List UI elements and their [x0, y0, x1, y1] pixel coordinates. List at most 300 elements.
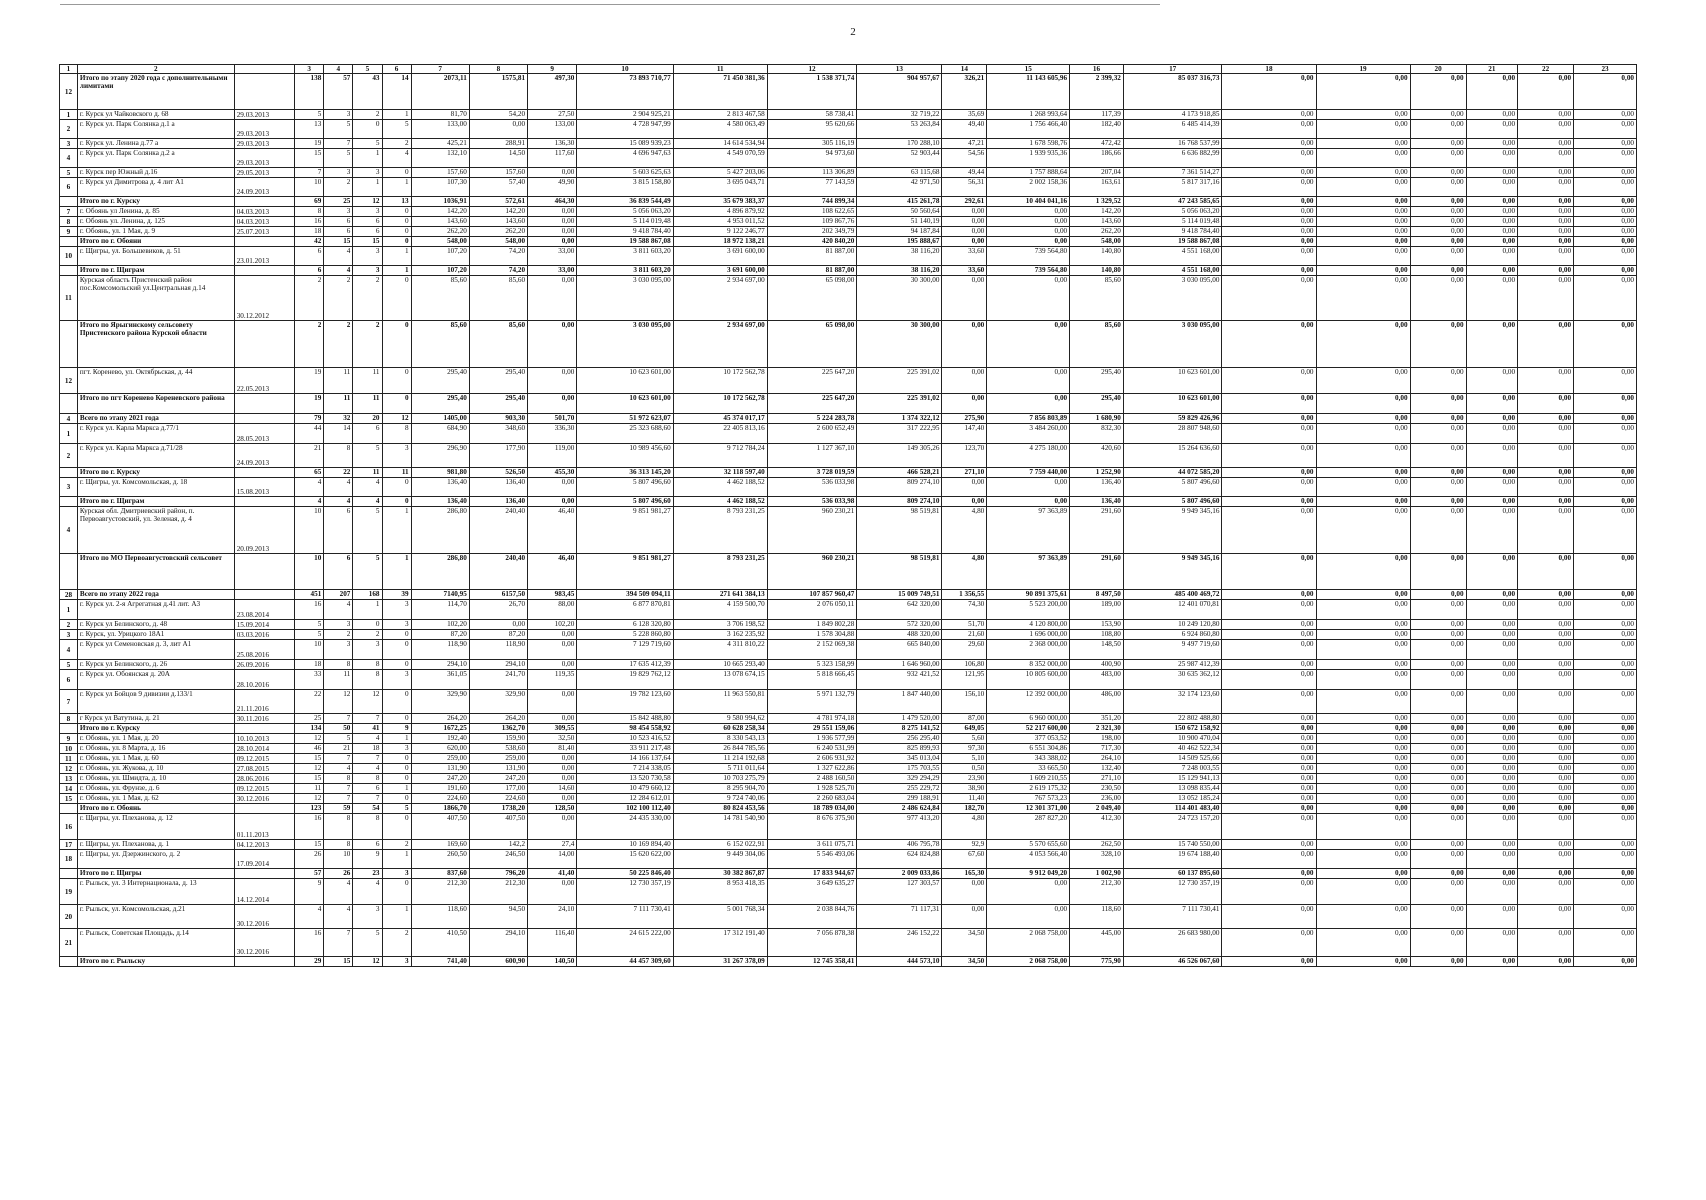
value-cell: 136,40	[469, 478, 527, 497]
address-cell: Курская область Пристенский район пос.Комсомольский ул.Центральная д.14	[77, 276, 234, 321]
date-cell: 25.08.2016	[234, 640, 294, 660]
value-cell: 47 243 585,65	[1123, 197, 1222, 207]
row-number-cell: 2	[60, 620, 78, 630]
value-cell: 329,90	[469, 690, 527, 714]
value-cell: 0,00	[1410, 207, 1466, 217]
date-cell: 03.03.2016	[234, 630, 294, 640]
table-row	[60, 178, 1637, 197]
row-number-cell	[60, 266, 78, 276]
value-cell: 455,30	[528, 468, 577, 478]
value-cell: 256 295,40	[857, 734, 942, 744]
row-number-cell: 11	[60, 276, 78, 321]
column-number-2	[234, 65, 294, 74]
value-cell: 0,00	[1316, 478, 1410, 497]
value-cell: 486,00	[1070, 690, 1124, 714]
value-cell: 14	[324, 424, 353, 444]
value-cell: 5 114 019,48	[1123, 217, 1222, 227]
value-cell: 4 053 566,40	[987, 850, 1070, 869]
value-cell: 4	[353, 734, 382, 744]
value-cell: 138	[295, 74, 324, 110]
value-cell: 0,00	[1222, 784, 1316, 794]
value-cell: 191,60	[411, 784, 469, 794]
value-cell: 107,30	[411, 178, 469, 197]
value-cell: 5,10	[942, 754, 987, 764]
value-cell: 0,00	[1316, 784, 1410, 794]
value-cell: 6	[324, 554, 353, 590]
value-cell: 4 311 810,22	[673, 640, 767, 660]
total-row	[60, 321, 1637, 368]
address-cell: г. Обоянь, ул. Фрунзе, д. 6	[77, 784, 234, 794]
value-cell: 57	[295, 869, 324, 879]
value-cell: 20	[353, 414, 382, 424]
value-cell: 5	[353, 554, 382, 590]
value-cell: 0,00	[1518, 869, 1574, 879]
value-cell: 168	[353, 590, 382, 600]
value-cell: 326,21	[942, 74, 987, 110]
address-cell: г. Курск ул. Карла Маркса д.77/1	[77, 424, 234, 444]
value-cell: 0,00	[942, 478, 987, 497]
date-cell: 20.09.2013	[234, 507, 294, 554]
value-cell: 1 479 520,00	[857, 714, 942, 724]
value-cell: 143,60	[469, 217, 527, 227]
value-cell: 0,00	[528, 217, 577, 227]
value-cell: 3 728 019,59	[767, 468, 857, 478]
total-row	[60, 497, 1637, 507]
row-number-cell: 12	[60, 764, 78, 774]
value-cell: 0,00	[1466, 774, 1518, 784]
value-cell: 2	[353, 276, 382, 321]
value-cell: 10	[295, 554, 324, 590]
value-cell: 12	[324, 690, 353, 714]
row-number-cell: 6	[60, 670, 78, 690]
value-cell: 6	[353, 840, 382, 850]
value-cell: 9 418 784,40	[1123, 227, 1222, 237]
value-cell: 983,45	[528, 590, 577, 600]
value-cell: 153,90	[1070, 620, 1124, 630]
value-cell: 7 111 730,41	[577, 905, 673, 929]
value-cell: 0,00	[469, 120, 527, 139]
value-cell: 15	[324, 237, 353, 247]
value-cell: 536 033,98	[767, 497, 857, 507]
row-number-cell: 11	[60, 754, 78, 764]
value-cell: 32 118 597,40	[673, 468, 767, 478]
total-row	[60, 590, 1637, 600]
value-cell: 19 829 762,12	[577, 670, 673, 690]
value-cell: 25 323 688,60	[577, 424, 673, 444]
column-number-11: 11	[673, 65, 767, 74]
value-cell: 73 893 710,77	[577, 74, 673, 110]
address-cell: г. Рыльск, Советская Площадь, д.14	[77, 929, 234, 957]
value-cell: 0,00	[1410, 754, 1466, 764]
value-cell: 3 691 600,00	[673, 247, 767, 266]
value-cell: 0,00	[1574, 869, 1637, 879]
value-cell: 102,20	[528, 620, 577, 630]
value-cell: 0,00	[1410, 784, 1466, 794]
value-cell: 0,00	[1316, 507, 1410, 554]
value-cell: 0,00	[1410, 554, 1466, 590]
value-cell: 1 939 935,36	[987, 149, 1070, 168]
value-cell: 114 401 483,40	[1123, 804, 1222, 814]
date-cell: 23.08.2014	[234, 600, 294, 620]
date-cell: 04.03.2013	[234, 207, 294, 217]
value-cell: 1 578 304,88	[767, 630, 857, 640]
value-cell: 904 957,67	[857, 74, 942, 110]
value-cell: 6 877 870,81	[577, 600, 673, 620]
value-cell: 262,50	[1070, 840, 1124, 850]
value-cell: 24 615 222,00	[577, 929, 673, 957]
value-cell: 400,90	[1070, 660, 1124, 670]
value-cell: 3	[353, 207, 382, 217]
value-cell: 6	[324, 217, 353, 227]
value-cell: 3	[324, 168, 353, 178]
value-cell: 2 002 158,36	[987, 178, 1070, 197]
value-cell: 98 454 558,92	[577, 724, 673, 734]
value-cell: 3 030 095,00	[1123, 276, 1222, 321]
value-cell: 133,00	[528, 120, 577, 139]
value-cell: 17 833 944,67	[767, 869, 857, 879]
address-cell: г. Курск ул Белинского, д. 26	[77, 660, 234, 670]
value-cell: 10 172 562,78	[673, 368, 767, 394]
value-cell: 4	[324, 266, 353, 276]
value-cell: 0,00	[1466, 660, 1518, 670]
value-cell: 1	[382, 266, 411, 276]
table-row	[60, 507, 1637, 554]
value-cell: 0,00	[1316, 670, 1410, 690]
value-cell: 0,00	[1410, 840, 1466, 850]
value-cell: 33,60	[942, 247, 987, 266]
value-cell: 24,10	[528, 905, 577, 929]
column-number-5: 5	[353, 65, 382, 74]
value-cell: 12 392 000,00	[987, 690, 1070, 714]
value-cell: 0,00	[1518, 266, 1574, 276]
row-number-cell: 15	[60, 794, 78, 804]
value-cell: 117,39	[1070, 110, 1124, 120]
column-number-7: 7	[411, 65, 469, 74]
value-cell: 1362,70	[469, 724, 527, 734]
value-cell: 3 695 043,71	[673, 178, 767, 197]
value-cell: 7	[324, 754, 353, 764]
value-cell: 25 987 412,39	[1123, 660, 1222, 670]
value-cell: 4 549 070,59	[673, 149, 767, 168]
value-cell: 483,00	[1070, 670, 1124, 690]
page-number: 2	[850, 26, 856, 38]
value-cell: 0	[382, 690, 411, 714]
value-cell: 13	[295, 120, 324, 139]
value-cell: 32 174 123,60	[1123, 690, 1222, 714]
value-cell: 3	[353, 168, 382, 178]
value-cell: 0,00	[1222, 620, 1316, 630]
value-cell: 44 457 309,60	[577, 957, 673, 967]
value-cell: 0,00	[1518, 227, 1574, 237]
value-cell: 0,00	[1574, 554, 1637, 590]
value-cell: 81,70	[411, 110, 469, 120]
value-cell: 85,60	[469, 276, 527, 321]
value-cell: 0,00	[1410, 168, 1466, 178]
value-cell: 212,30	[1070, 879, 1124, 905]
value-cell: 1	[353, 178, 382, 197]
table-row	[60, 774, 1637, 784]
value-cell: 0,00	[1410, 394, 1466, 414]
value-cell: 14 509 525,66	[1123, 754, 1222, 764]
value-cell: 7140,95	[411, 590, 469, 600]
address-cell: г. Курск ул. Обоянская д. 20А	[77, 670, 234, 690]
value-cell: 9 712 784,24	[673, 444, 767, 468]
column-number-12: 12	[767, 65, 857, 74]
value-cell: 147,40	[942, 424, 987, 444]
value-cell: 4	[353, 764, 382, 774]
value-cell: 12	[353, 690, 382, 714]
value-cell: 12	[295, 794, 324, 804]
value-cell: 5	[324, 149, 353, 168]
value-cell: 10 249 120,80	[1123, 620, 1222, 630]
value-cell: 0,00	[1316, 497, 1410, 507]
value-cell: 444 573,10	[857, 957, 942, 967]
value-cell: 0,00	[1316, 554, 1410, 590]
value-cell: 0,00	[1574, 178, 1637, 197]
value-cell: 25	[295, 714, 324, 724]
table-row	[60, 640, 1637, 660]
value-cell: 445,00	[1070, 929, 1124, 957]
value-cell: 3	[353, 640, 382, 660]
value-cell: 0,00	[528, 394, 577, 414]
value-cell: 163,61	[1070, 178, 1124, 197]
value-cell: 3	[382, 444, 411, 468]
date-cell	[234, 497, 294, 507]
value-cell: 2 049,40	[1070, 804, 1124, 814]
value-cell: 1 329,52	[1070, 197, 1124, 207]
value-cell: 52 903,44	[857, 149, 942, 168]
value-cell: 0,00	[942, 394, 987, 414]
value-cell: 0,00	[1316, 149, 1410, 168]
value-cell: 142,20	[411, 207, 469, 217]
value-cell: 271,10	[1070, 774, 1124, 784]
value-cell: 0	[382, 630, 411, 640]
value-cell: 0,00	[1316, 227, 1410, 237]
date-cell: 24.09.2013	[234, 178, 294, 197]
value-cell: 3	[353, 247, 382, 266]
address-cell: г. Курск ул. 2-я Агрегатная д.41 лит. А3	[77, 600, 234, 620]
value-cell: 2	[295, 276, 324, 321]
value-cell: 0,00	[528, 714, 577, 724]
value-cell: 0,00	[1222, 394, 1316, 414]
value-cell: 136,30	[528, 139, 577, 149]
row-number-cell: 18	[60, 850, 78, 869]
value-cell: 0,00	[1316, 120, 1410, 139]
value-cell: 0,00	[1574, 414, 1637, 424]
value-cell: 0,00	[1574, 74, 1637, 110]
value-cell: 9 449 304,06	[673, 850, 767, 869]
date-cell	[234, 321, 294, 368]
table-row	[60, 276, 1637, 321]
value-cell: 0	[382, 764, 411, 774]
value-cell: 0,00	[1574, 266, 1637, 276]
value-cell: 299 188,91	[857, 794, 942, 804]
value-cell: 420 840,20	[767, 237, 857, 247]
row-number-cell: 7	[60, 207, 78, 217]
value-cell: 33,00	[528, 266, 577, 276]
value-cell: 0,00	[1222, 207, 1316, 217]
value-cell: 1 849 802,28	[767, 620, 857, 630]
value-cell: 0,00	[1518, 444, 1574, 468]
value-cell: 0,00	[1410, 744, 1466, 754]
value-cell: 0,00	[1316, 724, 1410, 734]
value-cell: 2 399,32	[1070, 74, 1124, 110]
value-cell: 0,00	[1222, 276, 1316, 321]
value-cell: 60 137 895,60	[1123, 869, 1222, 879]
value-cell: 0,00	[987, 321, 1070, 368]
address-cell: г. Курск пер Южный д.16	[77, 168, 234, 178]
value-cell: 665 840,00	[857, 640, 942, 660]
value-cell: 0,00	[942, 905, 987, 929]
total-row	[60, 468, 1637, 478]
value-cell: 1 928 525,70	[767, 784, 857, 794]
value-cell: 2 606 931,92	[767, 754, 857, 764]
value-cell: 131,90	[469, 764, 527, 774]
address-cell: Итого по г. Рыльску	[77, 957, 234, 967]
value-cell: 65	[295, 468, 324, 478]
value-cell: 0,00	[1518, 168, 1574, 178]
value-cell: 17 635 412,39	[577, 660, 673, 670]
value-cell: 23	[353, 869, 382, 879]
value-cell: 451	[295, 590, 324, 600]
value-cell: 23,90	[942, 774, 987, 784]
value-cell: 11	[353, 468, 382, 478]
value-cell: 1672,25	[411, 724, 469, 734]
row-number-cell: 16	[60, 814, 78, 840]
value-cell: 59 829 426,96	[1123, 414, 1222, 424]
value-cell: 0,00	[1410, 444, 1466, 468]
date-cell: 29.03.2013	[234, 110, 294, 120]
value-cell: 0,00	[1410, 850, 1466, 869]
value-cell: 406 795,78	[857, 840, 942, 850]
value-cell: 189,00	[1070, 600, 1124, 620]
value-cell: 16	[295, 217, 324, 227]
value-cell: 412,30	[1070, 814, 1124, 840]
value-cell: 24 435 330,00	[577, 814, 673, 840]
table-row	[60, 794, 1637, 804]
value-cell: 2	[324, 630, 353, 640]
value-cell: 81,40	[528, 744, 577, 754]
value-cell: 0,00	[1222, 850, 1316, 869]
value-cell: 0,00	[1518, 120, 1574, 139]
value-cell: 0,00	[1466, 879, 1518, 905]
value-cell: 142,20	[469, 207, 527, 217]
value-cell: 108 622,65	[767, 207, 857, 217]
row-number-cell: 21	[60, 929, 78, 957]
value-cell: 0,00	[1518, 670, 1574, 690]
value-cell: 85,60	[1070, 321, 1124, 368]
value-cell: 12	[353, 197, 382, 207]
value-cell: 0,00	[1466, 168, 1518, 178]
address-cell: г. Курск ул Димитрова д. 4 лит А1	[77, 178, 234, 197]
value-cell: 0,00	[1222, 905, 1316, 929]
value-cell: 0,00	[1410, 724, 1466, 734]
value-cell: 7 361 514,27	[1123, 168, 1222, 178]
value-cell: 0,00	[528, 690, 577, 714]
row-number-cell: 19	[60, 879, 78, 905]
value-cell: 0,00	[1466, 554, 1518, 590]
value-cell: 14 614 534,94	[673, 139, 767, 149]
row-number-cell: 17	[60, 840, 78, 850]
value-cell: 19 674 188,40	[1123, 850, 1222, 869]
value-cell: 262,20	[469, 227, 527, 237]
value-cell: 1 374 322,12	[857, 414, 942, 424]
value-cell: 8	[324, 660, 353, 670]
value-cell: 0,00	[1316, 879, 1410, 905]
value-cell: 903,30	[469, 414, 527, 424]
date-cell	[234, 957, 294, 967]
value-cell: 13 078 674,15	[673, 670, 767, 690]
value-cell: 0,00	[1518, 754, 1574, 764]
value-cell: 394 509 094,11	[577, 590, 673, 600]
value-cell: 981,80	[411, 468, 469, 478]
value-cell: 0,00	[1518, 794, 1574, 804]
address-cell: пгт. Коренево, ул. Октябрьская, д. 44	[77, 368, 234, 394]
value-cell: 7 759 440,00	[987, 468, 1070, 478]
value-cell: 2 068 758,00	[987, 929, 1070, 957]
value-cell: 1	[382, 110, 411, 120]
value-cell: 107 857 960,47	[767, 590, 857, 600]
value-cell: 8 497,50	[1070, 590, 1124, 600]
value-cell: 57,40	[469, 178, 527, 197]
value-cell: 10 172 562,78	[673, 394, 767, 414]
value-cell: 63 115,68	[857, 168, 942, 178]
value-cell: 0	[382, 879, 411, 905]
date-cell	[234, 724, 294, 734]
value-cell: 0,00	[1222, 814, 1316, 840]
value-cell: 4	[295, 478, 324, 497]
value-cell: 0,00	[1222, 497, 1316, 507]
value-cell: 33,00	[528, 247, 577, 266]
address-cell: Всего по этапу 2022 года	[77, 590, 234, 600]
value-cell: 5 818 666,45	[767, 670, 857, 690]
value-cell: 3 484 260,00	[987, 424, 1070, 444]
value-cell: 22	[324, 468, 353, 478]
value-cell: 0	[353, 620, 382, 630]
row-number-cell: 12	[60, 368, 78, 394]
value-cell: 116,40	[528, 929, 577, 957]
value-cell: 36 313 145,20	[577, 468, 673, 478]
value-cell: 1	[382, 905, 411, 929]
row-number-cell: 3	[60, 139, 78, 149]
value-cell: 11	[324, 670, 353, 690]
value-cell: 4 275 180,00	[987, 444, 1070, 468]
value-cell: 0,00	[1518, 237, 1574, 247]
value-cell: 114,70	[411, 600, 469, 620]
value-cell: 0,00	[1574, 424, 1637, 444]
table-row	[60, 139, 1637, 149]
value-cell: 0,00	[942, 237, 987, 247]
value-cell: 71 117,31	[857, 905, 942, 929]
value-cell: 12	[295, 764, 324, 774]
value-cell: 12 730 357,19	[1123, 879, 1222, 905]
total-row	[60, 869, 1637, 879]
value-cell: 0,00	[1222, 774, 1316, 784]
value-cell: 1866,70	[411, 804, 469, 814]
value-cell: 0,00	[1222, 74, 1316, 110]
column-number-3: 3	[295, 65, 324, 74]
value-cell: 0,00	[1574, 879, 1637, 905]
value-cell: 19 588 867,08	[577, 237, 673, 247]
value-cell: 44 072 585,20	[1123, 468, 1222, 478]
value-cell: 170 288,10	[857, 139, 942, 149]
date-cell: 29.03.2013	[234, 149, 294, 168]
table-row	[60, 784, 1637, 794]
value-cell: 464,30	[528, 197, 577, 207]
total-row	[60, 266, 1637, 276]
value-cell: 21	[324, 744, 353, 754]
value-cell: 192,40	[411, 734, 469, 744]
